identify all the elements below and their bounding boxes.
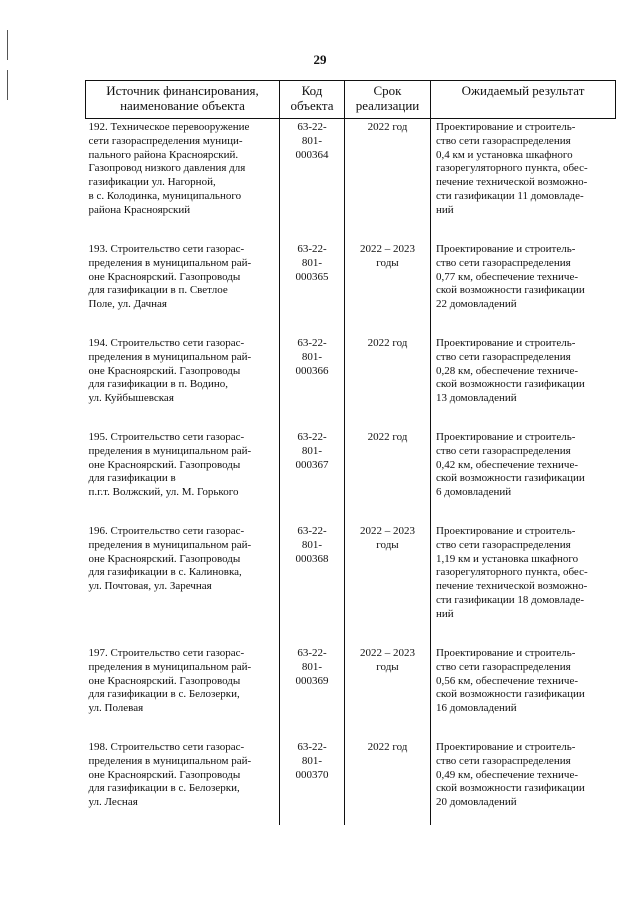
object-code-text: 63-22- 801- 000364: [295, 121, 329, 161]
cell-implementation-term: [345, 731, 431, 825]
cell-object-name: [86, 731, 280, 825]
header-term: Срок реализации: [345, 81, 431, 119]
implementation-term-text: 2022 год: [367, 121, 408, 133]
cell-implementation-term: [345, 233, 431, 327]
object-name-text: 192. Техническое перевооружение сети газораспределения муници- пального района Красноярский. Газопровод низкого давления для газификации ул. Нагорной, в с. Колодинка, муниципального района Красноярский: [88, 121, 250, 216]
table-row: [86, 327, 616, 421]
object-name-text: 193. Строительство сети газорас- пределения в муниципальном рай- оне Красноярский. Газопроводы для газификации в п. Светлое Поле, ул. Дачная: [88, 243, 252, 311]
cell-object-name: [86, 327, 280, 421]
cell-expected-result: [431, 515, 616, 637]
cell-object-code: [280, 731, 345, 825]
object-name-text: 198. Строительство сети газорас- пределения в муниципальном рай- оне Красноярский. Газопроводы для газификации в с. Белозерки, ул. Лесная: [88, 741, 252, 809]
object-name-text: 197. Строительство сети газорас- пределения в муниципальном рай- оне Красноярский. Газопроводы для газификации в с. Белозерки, ул. Полевая: [88, 647, 252, 715]
implementation-term-text: 2022 – 2023 годы: [360, 525, 415, 551]
scan-edge-mark: [7, 70, 8, 100]
cell-object-code: [280, 327, 345, 421]
object-code-text: 63-22- 801- 000368: [295, 525, 329, 565]
cell-object-name: [86, 233, 280, 327]
table-row: [86, 515, 616, 637]
cell-object-code: [280, 637, 345, 731]
object-name-text: 195. Строительство сети газорас- пределения в муниципальном рай- оне Красноярский. Газопроводы для газификации в п.г.т. Волжский, ул. М. Горького: [88, 431, 252, 499]
implementation-term-text: 2022 год: [367, 337, 408, 349]
expected-result-text: Проектирование и строитель- ство сети газораспределения 1,19 км и установка шкафного газорегуляторного пункта, обес- печение технической возможно- сти газификации 18 домовладе- ний: [436, 525, 588, 620]
expected-result-text: Проектирование и строитель- ство сети газораспределения 0,49 км, обеспечение техниче- ской возможности газификации 20 домовладений: [436, 741, 585, 809]
cell-implementation-term: [345, 327, 431, 421]
table-body: [86, 119, 616, 826]
cell-object-name: [86, 421, 280, 515]
cell-expected-result: [431, 637, 616, 731]
financing-table: [85, 80, 616, 825]
object-code-text: 63-22- 801- 000365: [295, 243, 329, 283]
object-name-text: 196. Строительство сети газорас- пределения в муниципальном рай- оне Красноярский. Газопроводы для газификации в с. Калиновка, ул. Почтовая, ул. Заречная: [88, 525, 252, 593]
expected-result-text: Проектирование и строитель- ство сети газораспределения 0,77 км, обеспечение техниче- ской возможности газификации 22 домовладений: [436, 243, 585, 311]
cell-implementation-term: [345, 637, 431, 731]
cell-object-code: [280, 119, 345, 234]
cell-object-name: [86, 637, 280, 731]
table-row: [86, 233, 616, 327]
cell-object-code: [280, 233, 345, 327]
cell-object-code: [280, 421, 345, 515]
cell-expected-result: [431, 119, 616, 234]
object-name-text: 194. Строительство сети газорас- пределения в муниципальном рай- оне Красноярский. Газопроводы для газификации в п. Водино, ул. Куйбышевская: [88, 337, 252, 405]
object-code-text: 63-22- 801- 000366: [295, 337, 329, 377]
implementation-term-text: 2022 – 2023 годы: [360, 243, 415, 269]
cell-object-name: [86, 515, 280, 637]
object-code-text: 63-22- 801- 000367: [295, 431, 329, 471]
cell-implementation-term: [345, 421, 431, 515]
cell-implementation-term: [345, 515, 431, 637]
header-expected-result: Ожидаемый результат: [431, 81, 616, 119]
object-code-text: 63-22- 801- 000370: [295, 741, 329, 781]
expected-result-text: Проектирование и строитель- ство сети газораспределения 0,4 км и установка шкафного газорегуляторного пункта, обес- печение технической возможно- сти газификации 11 домовладе- ний: [436, 121, 588, 216]
table-row: [86, 119, 616, 234]
expected-result-text: Проектирование и строитель- ство сети газораспределения 0,28 км, обеспечение техниче- ской возможности газификации 13 домовладений: [436, 337, 585, 405]
cell-expected-result: [431, 421, 616, 515]
cell-implementation-term: [345, 119, 431, 234]
cell-object-code: [280, 515, 345, 637]
cell-expected-result: [431, 731, 616, 825]
table-row: [86, 421, 616, 515]
header-object-code: Код объекта: [280, 81, 345, 119]
implementation-term-text: 2022 год: [367, 741, 408, 753]
object-code-text: 63-22- 801- 000369: [295, 647, 329, 687]
table-row: [86, 731, 616, 825]
cell-expected-result: [431, 327, 616, 421]
expected-result-text: Проектирование и строитель- ство сети газораспределения 0,56 км, обеспечение техниче- ской возможности газификации 16 домовладений: [436, 647, 585, 715]
cell-object-name: [86, 119, 280, 234]
table-row: [86, 637, 616, 731]
cell-expected-result: [431, 233, 616, 327]
implementation-term-text: 2022 – 2023 годы: [360, 647, 415, 673]
table-header-row: [86, 81, 616, 119]
page-number: 29: [313, 52, 327, 67]
header-source-name: Источник финансирования, наименование объекта: [86, 81, 280, 119]
expected-result-text: Проектирование и строитель- ство сети газораспределения 0,42 км, обеспечение техниче- ской возможности газификации 6 домовладений: [436, 431, 585, 499]
implementation-term-text: 2022 год: [367, 431, 408, 443]
